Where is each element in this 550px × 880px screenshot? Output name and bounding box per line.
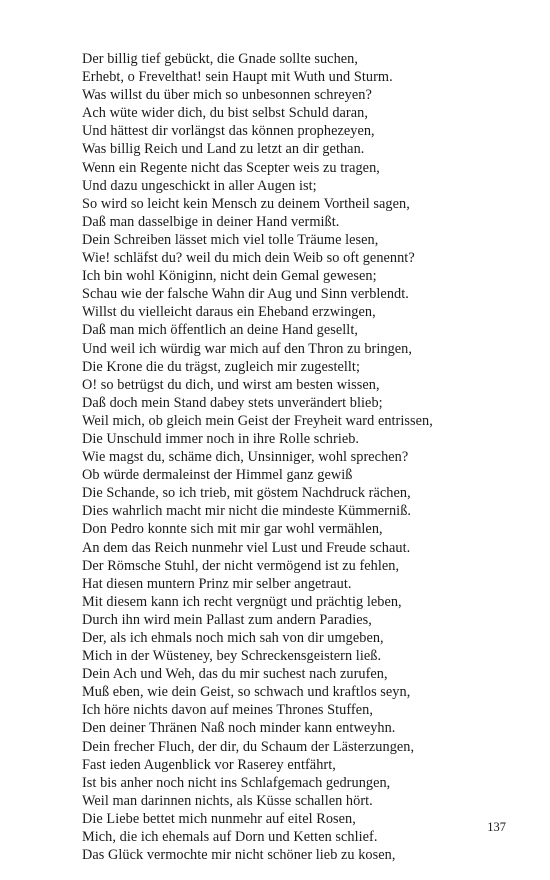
verse-line: Die Schande, so ich trieb, mit göstem Nachdruck rächen, [82,485,411,502]
verse-line: Mit diesem kann ich recht vergnügt und prächtig leben, [82,593,402,610]
verse-line: Die Liebe bettet mich nunmehr auf eitel Rosen, [82,810,356,827]
verse-line: Schau wie der falsche Wahn dir Aug und Sinn verblendt. [82,286,409,303]
verse-line: Wenn ein Regente nicht das Scepter weis zu tragen, [82,159,380,176]
verse-line: Daß man dasselbige in deiner Hand vermißt. [82,213,340,230]
verse-line: Was billig Reich und Land zu letzt an dir gethan. [82,141,365,158]
verse-line: Daß man mich öffentlich an deine Hand gesellt, [82,322,358,339]
poem-text [82,50,522,864]
verse-line: So wird so leicht kein Mensch zu deinem Vortheil sagen, [82,195,410,212]
verse-line: Fast ieden Augenblick vor Raserey entfährt, [82,756,336,773]
verse-line: Mich in der Wüsteney, bey Schreckensgeistern ließ. [82,648,382,665]
verse-line: Willst du vielleicht daraus ein Eheband erzwingen, [82,304,376,321]
verse-line: Die Unschuld immer noch in ihre Rolle schrieb. [82,430,360,447]
verse-line: Weil man darinnen nichts, als Küsse schallen hört. [82,792,373,809]
verse-line: Wie magst du, schäme dich, Unsinniger, wohl sprechen? [82,449,409,466]
verse-line: Dein Schreiben lässet mich viel tolle Träume lesen, [82,231,379,248]
verse-line: Den deiner Thränen Naß noch minder kann entweyhn. [82,720,396,737]
verse-line: Ach wüte wider dich, du bist selbst Schuld daran, [82,105,368,122]
verse-line: Ob würde dermaleinst der Himmel ganz gewiß [82,467,353,484]
verse-line: Das Glück vermochte mir nicht schöner lieb zu kosen, [82,847,396,864]
verse-line: Ich höre nichts davon auf meines Thrones Stuffen, [82,702,373,719]
verse-line: Dein Ach und Weh, das du mir suchest nach zurufen, [82,666,388,683]
verse-line: Mich, die ich ehemals auf Dorn und Ketten schlief. [82,829,378,846]
verse-line: Muß eben, wie dein Geist, so schwach und kraftlos seyn, [82,684,411,701]
verse-line: Der Römsche Stuhl, der nicht vermögend ist zu fehlen, [82,557,400,574]
verse-line: Don Pedro konnte sich mit mir gar wohl vermählen, [82,521,383,538]
verse-line: Hat diesen muntern Prinz mir selber angetraut. [82,575,352,592]
verse-line: Der billig tief gebückt, die Gnade sollte suchen, [82,51,358,67]
page-number: 137 [487,820,506,834]
verse-line: Ist bis anher noch nicht ins Schlafgemach gedrungen, [82,774,391,791]
verse-line: Dies wahrlich macht mir nicht die mindeste Kümmerniß. [82,503,412,520]
verse-line: An dem das Reich nunmehr viel Lust und Freude schaut. [82,539,411,556]
verse-line: Daß doch mein Stand dabey stets unverändert blieb; [82,394,383,411]
verse-line: Wie! schläfst du? weil du mich dein Weib so oft genennt? [82,250,415,267]
verse-line: Und hättest dir vorlängst das können prophezeyen, [82,123,375,140]
verse-line: Durch ihn wird mein Pallast zum andern Paradies, [82,611,372,628]
verse-line: Die Krone die du trägst, zugleich mir zugestellt; [82,358,360,375]
verse-line: Dein frecher Fluch, der dir, du Schaum der Lästerzungen, [82,738,415,755]
verse-line: Weil mich, ob gleich mein Geist der Freyheit ward entrissen, [82,412,433,429]
verse-line: Erhebt, o Frevelthat! sein Haupt mit Wuth und Sturm. [82,69,393,86]
verse-line: Und weil ich würdig war mich auf den Thron zu bringen, [82,340,412,357]
verse-line: O! so betrügst du dich, und wirst am besten wissen, [82,376,380,393]
verse-line: Und dazu ungeschickt in aller Augen ist; [82,177,317,194]
verse-line: Der, als ich ehmals noch mich sah von dir umgeben, [82,630,384,646]
verse-line: Ich bin wohl Königinn, nicht dein Gemal gewesen; [82,268,377,285]
verse-line: Was willst du über mich so unbesonnen schreyen? [82,87,372,104]
